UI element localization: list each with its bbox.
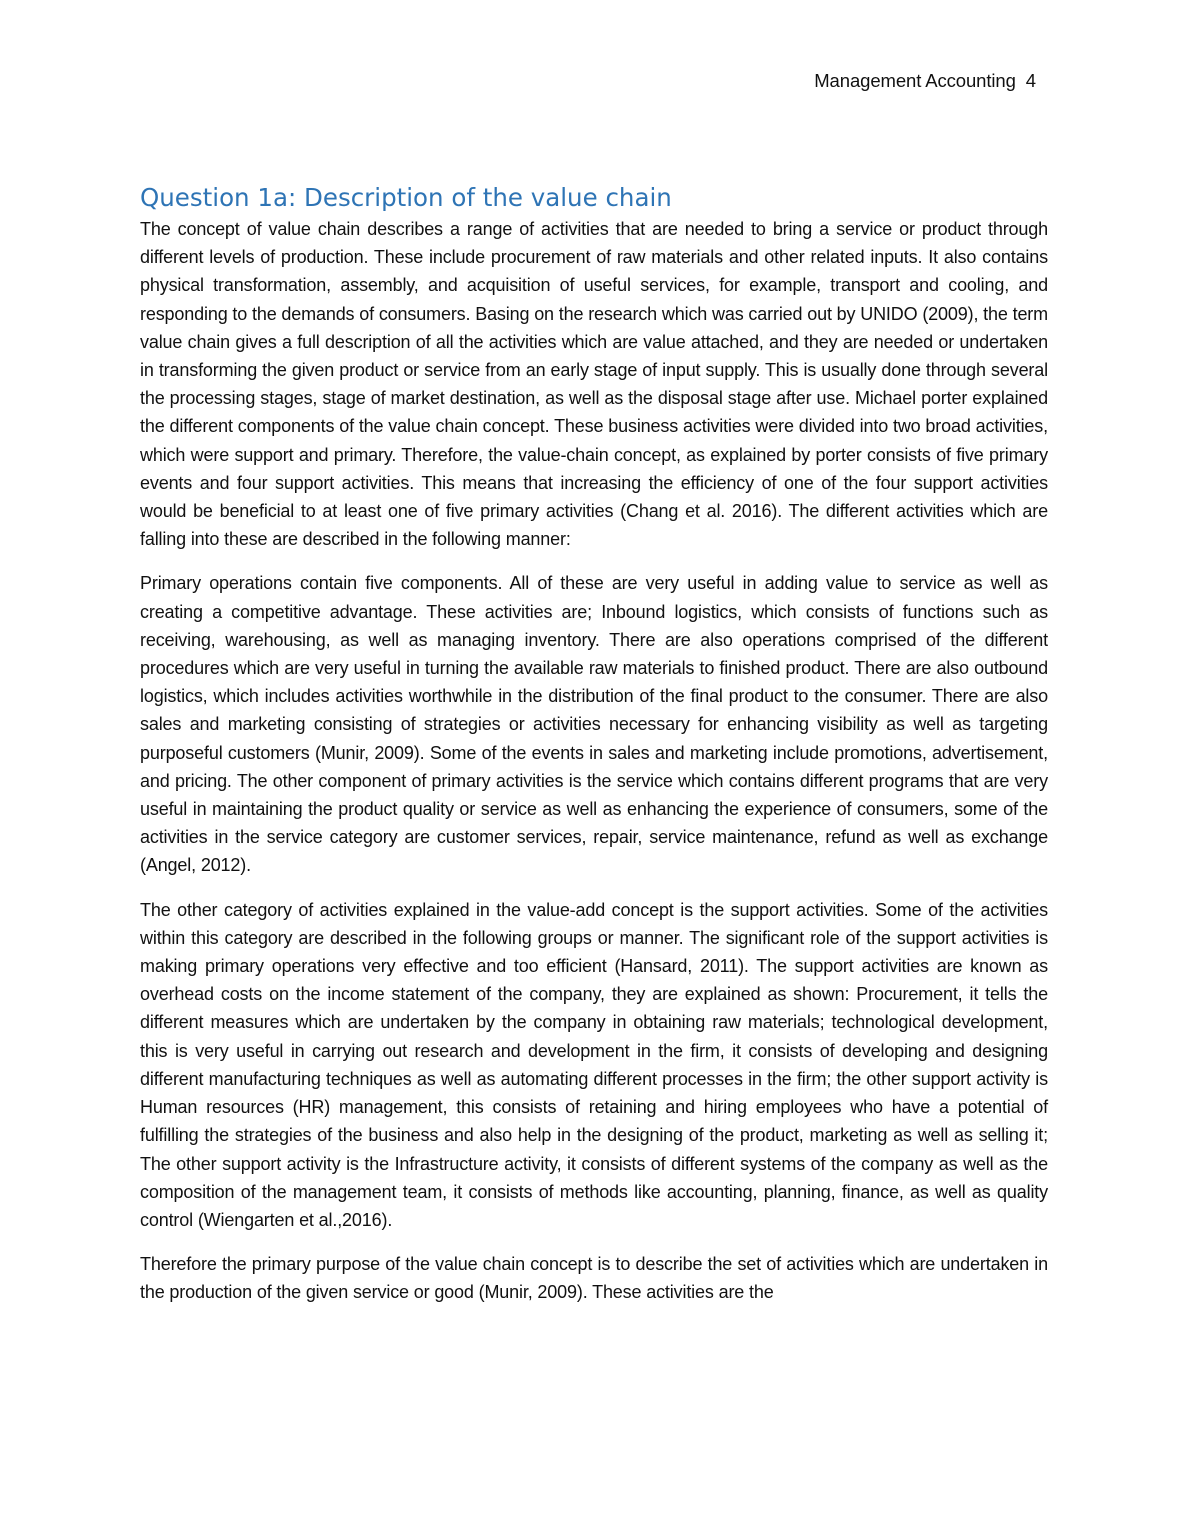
section-heading: Question 1a: Description of the value chain [140,183,672,212]
running-title: Management Accounting [814,70,1016,91]
paragraph-support-activities: The other category of activities explained in the value-add concept is the support activities. Some of the activities within this category are described in the following groups or manner. The significant role of the support activities is making primary operations very effective and too efficient (Hansard, 2011). The support activities are known as overhead costs on the income statement of the company, they are explained as shown: Procurement, it tells the different measures which are undertaken by the company in obtaining raw materials; technological development, this is very useful in carrying out research and development in the firm, it consists of developing and designing different manufacturing techniques as well as automating different processes in the firm; the other support activity is Human resources (HR) management, this consists of retaining and hiring employees who have a potential of fulfilling the strategies of the business and also help in the designing of the product, marketing as well as selling it; The other support activity is the Infrastructure activity, it consists of different systems of the company as well as the composition of the management team, it consists of methods like accounting, planning, finance, as well as quality control (Wiengarten et al.,2016). [140,899,1048,1230]
paragraph-conclusion: Therefore the primary purpose of the value chain concept is to describe the set of activities which are undertaken in the production of the given service or good (Munir, 2009). These activities are the [140,1254,1048,1303]
document-body [140,182,1048,1323]
page-number: 4 [1025,70,1036,91]
paragraph-intro: The concept of value chain describes a range of activities that are needed to bring a service or product through different levels of production. These include procurement of raw materials and other related inputs. It also contains physical transformation, assembly, and acquisition of useful services, for example, transport and cooling, and responding to the demands of consumers. Basing on the research which was carried out by UNIDO (2009), the term value chain gives a full description of all the activities which are value attached, and they are needed or undertaken in transforming the given product or service from an early stage of input supply. This is usually done through several the processing stages, stage of market destination, as well as the disposal stage after use. Michael porter explained the different components of the value chain concept. These business activities were divided into two broad activities, which were support and primary. Therefore, the value-chain concept, as explained by porter consists of five primary events and four support activities. This means that increasing the efficiency of one of the four support activities would be beneficial to at least one of five primary activities (Chang et al. 2016). The different activities which are falling into these are described in the following manner: [140,219,1048,550]
running-header [814,70,1036,92]
paragraph-primary-operations: Primary operations contain five components. All of these are very useful in adding value to service as well as creating a competitive advantage. These activities are; Inbound logistics, which consists of functions such as receiving, warehousing, as well as managing inventory. There are also operations comprised of the different procedures which are very useful in turning the available raw materials to finished product. There are also outbound logistics, which includes activities worthwhile in the distribution of the final product to the consumer. There are also sales and marketing consisting of strategies or activities necessary for enhancing visibility as well as targeting purposeful customers (Munir, 2009). Some of the events in sales and marketing include promotions, advertisement, and pricing. The other component of primary activities is the service which contains different programs that are very useful in maintaining the product quality or service as well as enhancing the experience of consumers, some of the activities in the service category are customer services, repair, service maintenance, refund as well as exchange (Angel, 2012). [140,573,1048,876]
